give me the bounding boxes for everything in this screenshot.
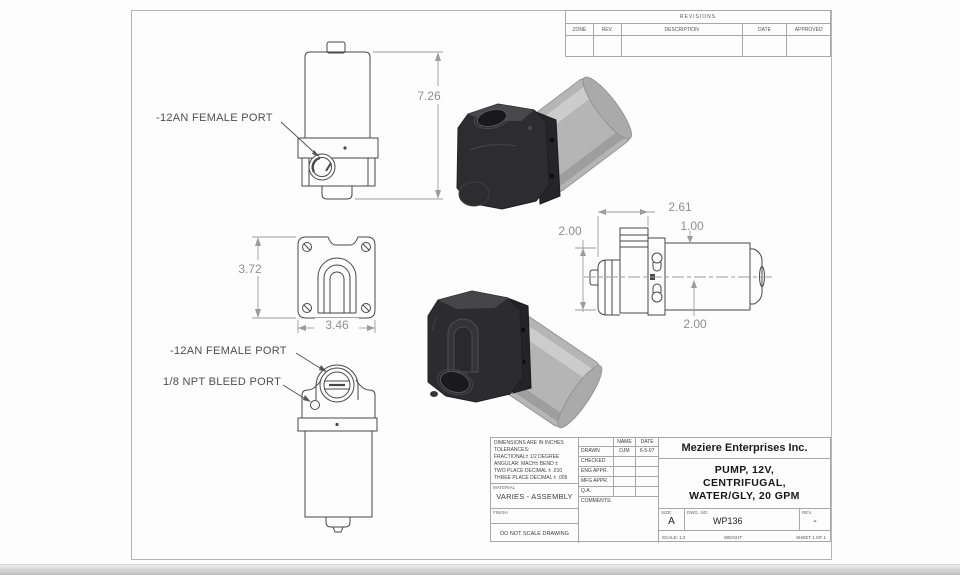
dwg-label: DWG. NO. — [687, 510, 709, 515]
dim-side-length: 2.61 — [668, 200, 692, 214]
tolerance-line: TWO PLACE DECIMAL ± .010 — [494, 468, 563, 474]
outlet-boss-iso — [459, 182, 489, 206]
sheet-label: SHEET 1 OF 1 — [796, 534, 826, 540]
scale-row — [659, 531, 830, 543]
motor-body — [305, 52, 370, 138]
top-view-drawing — [298, 237, 375, 318]
motor-cap — [326, 517, 350, 527]
size-cell — [659, 509, 685, 530]
row-name — [613, 467, 636, 476]
date-col-header: DATE — [635, 438, 658, 446]
arrowhead-icon — [367, 325, 375, 331]
title-block — [490, 437, 831, 542]
iso-view-bottom — [428, 291, 609, 433]
port-hole — [652, 253, 662, 263]
approval-row-mfg — [579, 477, 658, 487]
dim-front-height: 7.26 — [417, 89, 441, 103]
front-view-leader — [281, 122, 320, 157]
arrowhead-icon — [435, 52, 441, 61]
inlet-cap — [598, 260, 620, 315]
approval-row-checked — [579, 457, 658, 467]
tolerance-notes — [491, 438, 579, 484]
row-name — [613, 487, 636, 496]
title-line: PUMP, 12V, — [714, 464, 775, 476]
row-label: ENG APPR. — [581, 468, 608, 474]
name-col-header: NAME — [613, 438, 636, 446]
rev-cell — [800, 509, 830, 530]
do-not-scale-note: DO NOT SCALE DRAWING — [491, 524, 579, 543]
title-line: WATER/GLY, 20 GPM — [689, 490, 800, 502]
arrowhead-icon — [687, 236, 693, 243]
weight-label: WEIGHT: — [724, 534, 743, 540]
size-dwg-row — [659, 509, 830, 531]
material-label: MATERIAL — [493, 485, 516, 490]
tolerance-line: THREE PLACE DECIMAL ± .005 — [494, 475, 568, 481]
row-date — [635, 457, 658, 466]
dwg-number: WP136 — [713, 516, 743, 526]
bleed-port-circle — [311, 401, 320, 410]
motor-endbell — [750, 249, 762, 304]
port-label-bottom: -12AN FEMALE PORT — [170, 345, 287, 357]
tolerance-line: DIMENSIONS ARE IN INCHES — [494, 440, 564, 446]
iso-view-top — [457, 71, 639, 209]
dim-top-width: 3.46 — [315, 318, 359, 332]
arrowhead-icon — [598, 209, 606, 215]
comments-cell: COMMENTS: — [581, 498, 612, 504]
row-label: CHECKED — [581, 458, 606, 464]
flange-bolt — [343, 146, 346, 149]
row-date — [635, 477, 658, 486]
revisions-table — [565, 10, 831, 57]
row-label: Q.A. — [581, 488, 592, 494]
finish-label: FINISH — [493, 510, 508, 515]
material-value: VARIES - ASSEMBLY — [496, 492, 573, 501]
dim-side-offset: 1.00 — [680, 219, 704, 233]
arrowhead-icon — [580, 302, 586, 310]
port-hole — [652, 292, 662, 302]
revisions-col-description: DESCRIPTION — [622, 24, 743, 35]
leader-arrow-icon — [303, 395, 311, 402]
motor-body — [665, 243, 750, 310]
bottom-view-leaders — [283, 353, 327, 402]
scale-value: SCALE: 1:2 — [662, 534, 686, 540]
size-label: SIZE — [661, 510, 672, 515]
arrowhead-icon — [691, 280, 697, 288]
revisions-col-zone: ZONE — [566, 24, 594, 35]
tolerance-line: FRACTIONAL± 1/2 DEGREE — [494, 454, 560, 460]
arrowhead-icon — [298, 325, 306, 331]
arrowhead-icon — [580, 248, 586, 256]
approval-row-drawn — [579, 447, 658, 457]
motor-body — [305, 431, 372, 517]
row-label: DRAWN — [581, 448, 600, 454]
rev-label: REV. — [802, 510, 813, 515]
row-label: MFG APPR. — [581, 478, 609, 484]
side-view-drawing — [590, 228, 765, 315]
row-name — [613, 457, 636, 466]
size-value: A — [668, 516, 675, 527]
bleed-port-label: 1/8 NPT BLEED PORT — [163, 376, 282, 388]
revisions-col-rev: REV. — [594, 24, 622, 35]
finish-cell — [491, 509, 579, 524]
motor-cap — [327, 42, 345, 53]
front-view-drawing — [298, 42, 378, 199]
tolerance-line: ANGULAR: MACH± BEND ± — [494, 461, 558, 467]
title-line: CENTRIFUGAL, — [703, 477, 786, 489]
approval-grid — [579, 438, 659, 543]
revisions-title: REVISIONS — [566, 11, 830, 24]
port-label-top: -12AN FEMALE PORT — [156, 112, 273, 124]
screenshot-bottom-band — [0, 564, 960, 575]
approval-row-qa — [579, 487, 658, 497]
row-date: 6-5-07 — [635, 447, 658, 456]
company-name: Meziere Enterprises Inc. — [659, 438, 830, 459]
tolerance-line: TOLERANCES: — [494, 447, 530, 453]
row-name — [613, 477, 636, 486]
revisions-empty-row — [566, 36, 830, 56]
material-cell — [491, 484, 579, 509]
rev-value: - — [813, 516, 817, 527]
dim-top-height: 3.72 — [238, 262, 262, 276]
dwg-no-cell — [685, 509, 800, 530]
revisions-col-approved: APPROVED — [794, 26, 823, 33]
row-date — [635, 467, 658, 476]
approval-row-eng — [579, 467, 658, 477]
arrowhead-icon — [640, 209, 648, 215]
revisions-col-date: DATE — [743, 24, 788, 35]
arrowhead-icon — [435, 190, 441, 199]
outlet — [322, 186, 352, 199]
arrowhead-icon — [255, 237, 261, 246]
arrowhead-icon — [255, 309, 261, 318]
dim-side-height: 2.00 — [558, 224, 582, 238]
bottom-view-drawing — [298, 365, 377, 532]
row-name: DJM — [613, 447, 636, 456]
revisions-header-row — [566, 24, 830, 36]
dim-side-bottom: 2.00 — [683, 317, 707, 331]
row-date — [635, 487, 658, 496]
drawing-title — [659, 459, 830, 509]
title-block-right — [659, 438, 830, 543]
approval-header — [579, 438, 658, 447]
